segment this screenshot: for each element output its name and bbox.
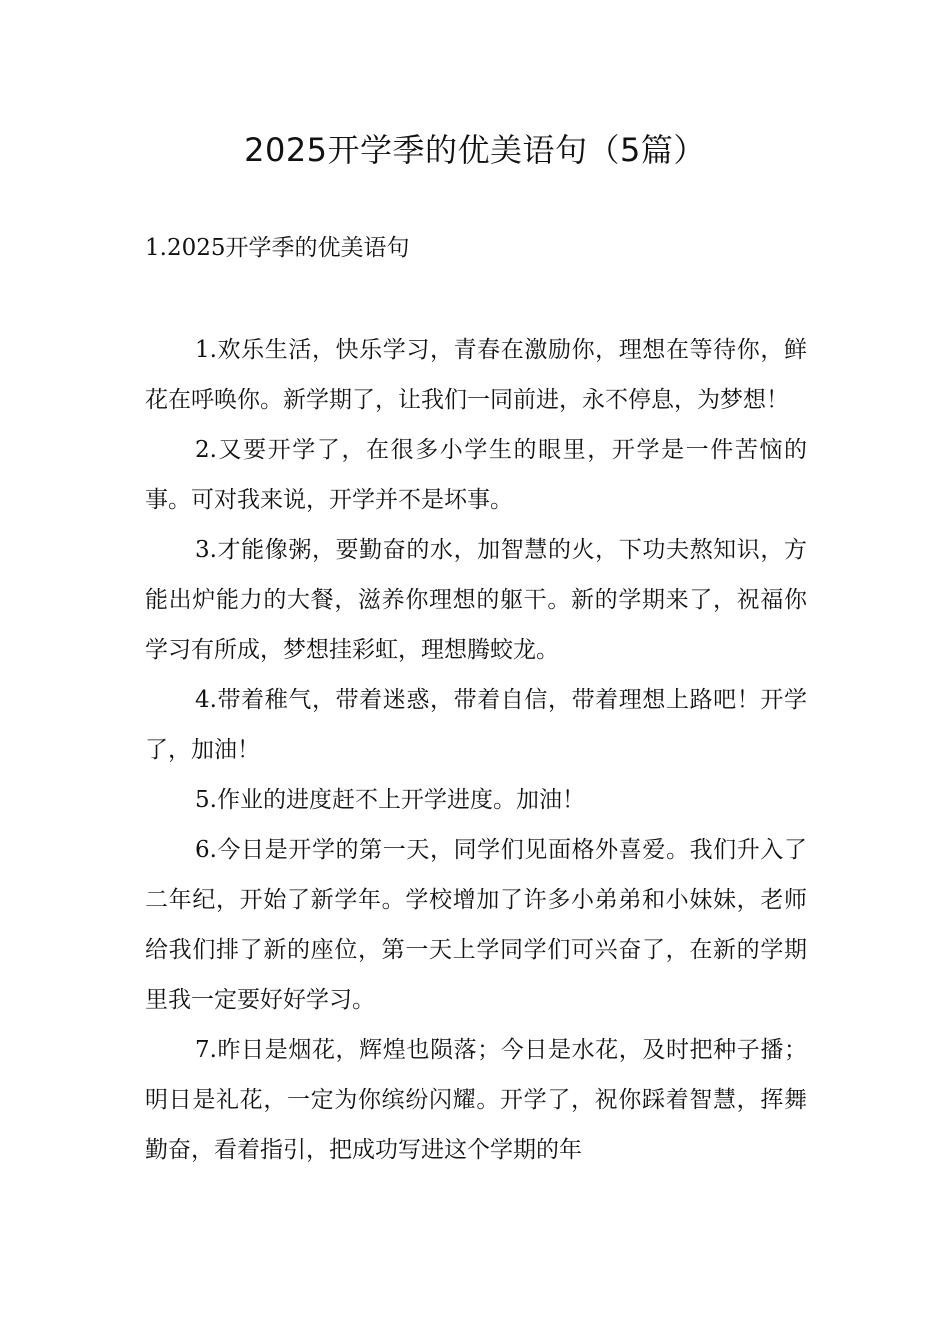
document-title: 2025开学季的优美语句（5篇）	[244, 131, 706, 169]
paragraph-5: 5.作业的进度赶不上开学进度。加油！	[195, 787, 585, 813]
document-body	[145, 325, 807, 1175]
paragraph-7: 7.昨日是烟花，辉煌也陨落；今日是水花，及时把种子播；明日是礼花，一定为你缤纷闪耀。开学了，祝你踩着智慧，挥舞勤奋，看着指引，把成功写进这个学期的年	[145, 1037, 807, 1163]
paragraph-1: 1.欢乐生活，快乐学习，青春在激励你，理想在等待你，鲜花在呼唤你。新学期了，让我们一同前进，永不停息，为梦想！	[145, 337, 807, 413]
section-heading: 1.2025开学季的优美语句	[145, 235, 410, 261]
paragraph-4: 4.带着稚气，带着迷惑，带着自信，带着理想上路吧！开学了，加油！	[145, 687, 807, 763]
paragraph-2: 2.又要开学了，在很多小学生的眼里，开学是一件苦恼的事。可对我来说，开学并不是坏事。	[145, 437, 807, 513]
paragraph-6: 6.今日是开学的第一天，同学们见面格外喜爱。我们升入了二年纪，开始了新学年。学校增加了许多小弟弟和小妹妹，老师给我们排了新的座位，第一天上学同学们可兴奋了，在新的学期里我一定要好好学习。	[145, 837, 807, 1013]
paragraph-3: 3.才能像粥，要勤奋的水，加智慧的火，下功夫熬知识，方能出炉能力的大餐，滋养你理想的躯干。新的学期来了，祝福你学习有所成，梦想挂彩虹，理想腾蛟龙。	[145, 537, 807, 663]
